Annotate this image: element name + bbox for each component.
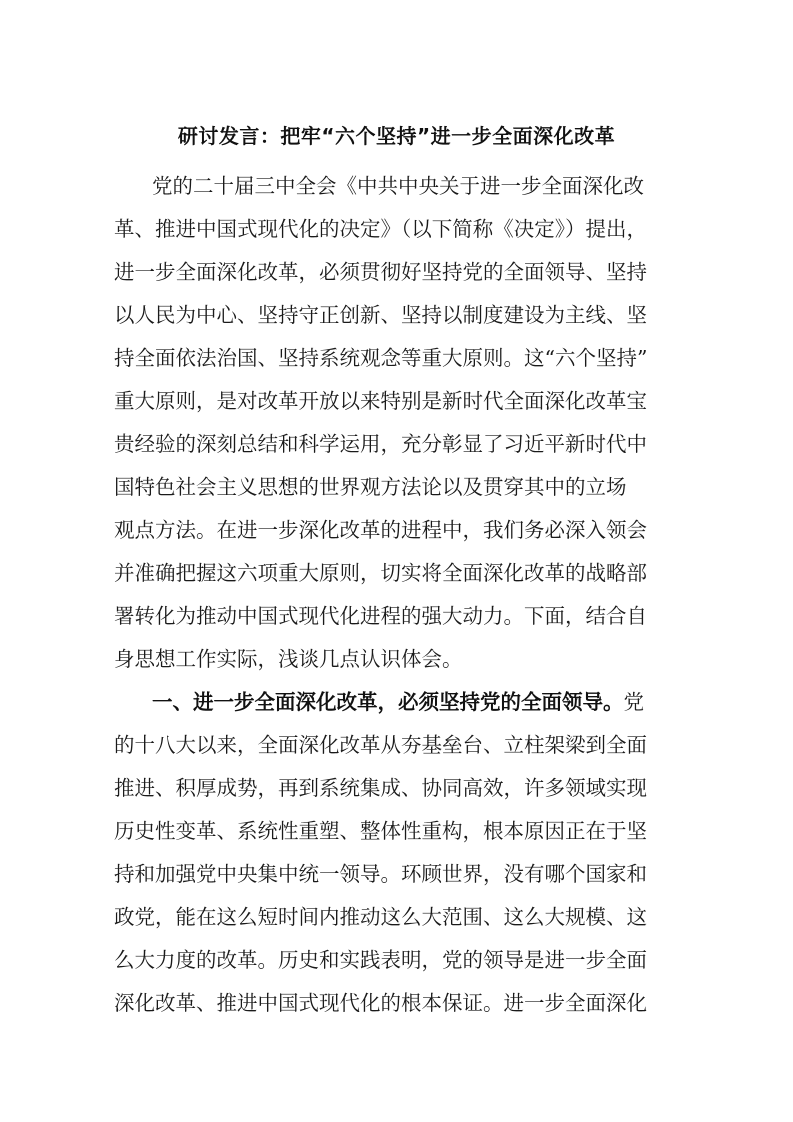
- paragraph-line: 持全面依法治国、坚持系统观念等重大原则。这“六个坚持”: [114, 346, 648, 370]
- section-first-line: [152, 684, 644, 720]
- paragraph-line: 推进、积厚成势，再到系统集成、协同高效，许多领域实现: [114, 776, 647, 800]
- paragraph-line: 进一步全面深化改革，必须贯彻好坚持党的全面领导、坚持: [114, 260, 647, 284]
- section-heading: 一、进一步全面深化改革，必须坚持党的全面领导。: [152, 690, 624, 714]
- paragraph-line: 深化改革、推进中国式现代化的根本保证。进一步全面深化: [114, 991, 647, 1015]
- paragraph-line: 持和加强党中央集中统一领导。环顾世界，没有哪个国家和: [114, 862, 647, 886]
- paragraph-line: 身思想工作实际，浅谈几点认识体会。: [114, 647, 463, 671]
- paragraph-line: 历史性变革、系统性重塑、整体性重构，根本原因正在于坚: [114, 819, 647, 843]
- paragraph-line: 党的二十届三中全会《中共中央关于进一步全面深化改: [152, 174, 644, 198]
- paragraph-line: 政党，能在这么短时间内推动这么大范围、这么大规模、这: [114, 905, 647, 929]
- paragraph-line: 署转化为推动中国式现代化进程的强大动力。下面，结合自: [114, 604, 647, 628]
- paragraph-line: 重大原则，是对改革开放以来特别是新时代全面深化改革宝: [114, 389, 647, 413]
- paragraph-line: 的十八大以来，全面深化改革从夯基垒台、立柱架梁到全面: [114, 733, 647, 757]
- section-first-line-rest: 党: [623, 690, 644, 714]
- document-title: 研讨发言：把牢“六个坚持”进一步全面深化改革: [177, 124, 616, 148]
- paragraph-line: 国特色社会主义思想的世界观方法论以及贯穿其中的立场: [114, 475, 627, 499]
- paragraph-line: 并准确把握这六项重大原则，切实将全面深化改革的战略部: [114, 561, 647, 585]
- paragraph-line: 么大力度的改革。历史和实践表明，党的领导是进一步全面: [114, 948, 647, 972]
- paragraph-line: 以人民为中心、坚持守正创新、坚持以制度建设为主线、坚: [114, 303, 647, 327]
- paragraph-line: 革、推进中国式现代化的决定》（以下简称《决定》）提出，: [114, 217, 647, 241]
- paragraph-line: 贵经验的深刻总结和科学运用，充分彰显了习近平新时代中: [114, 432, 647, 456]
- paragraph-line: 观点方法。在进一步深化改革的进程中，我们务必深入领会: [114, 518, 647, 542]
